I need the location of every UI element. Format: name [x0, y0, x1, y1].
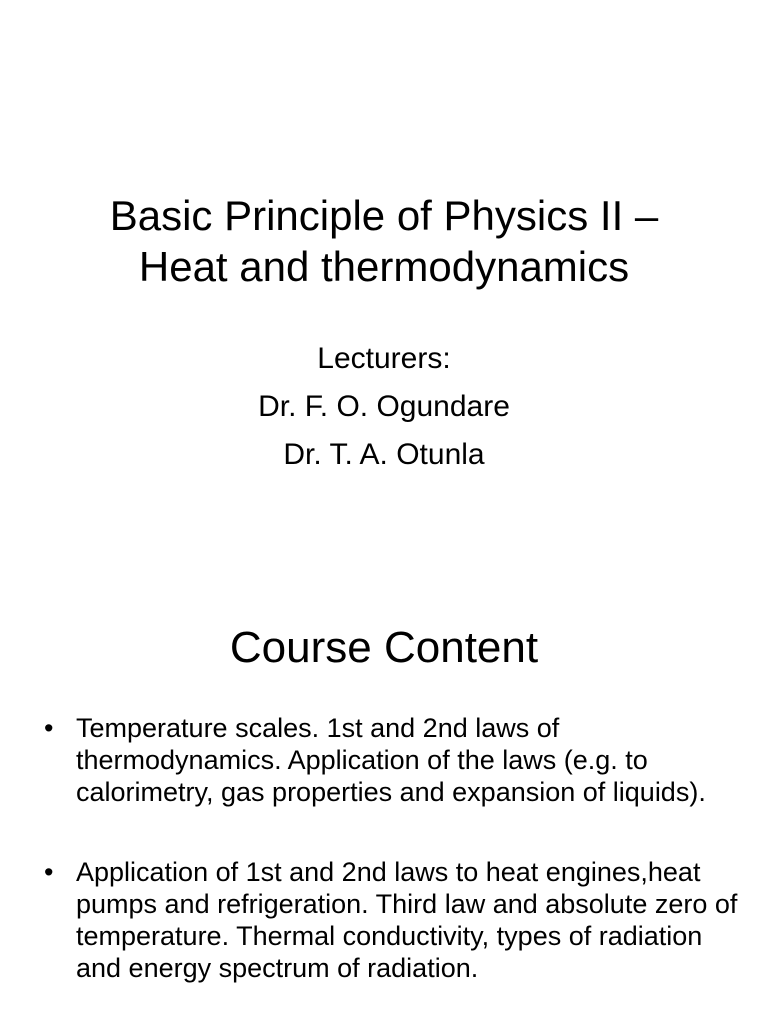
- list-item: [44, 856, 744, 984]
- lecturers-label: Lecturers:: [317, 342, 451, 375]
- course-content-list: [44, 712, 744, 1024]
- bullet-marker: •: [44, 713, 54, 743]
- lecturer-name: Dr. T. A. Otunla: [283, 438, 485, 471]
- list-item: [44, 712, 744, 808]
- course-content-slide: [0, 512, 768, 1024]
- slide-title: [0, 190, 768, 292]
- slide-title-line: Basic Principle of Physics II –: [109, 192, 659, 239]
- bullet-marker: •: [44, 857, 54, 887]
- course-content-title: Course Content: [229, 623, 539, 672]
- slide-title-line: Heat and thermodynamics: [138, 243, 630, 290]
- lecturer-name: Dr. F. O. Ogundare: [258, 390, 510, 423]
- lecturers-block: [0, 335, 768, 479]
- bullet-text: Temperature scales. 1st and 2nd laws of thermodynamics. Application of the laws (e.g. to calorimetry, gas properties and expansion of liquids).: [76, 713, 706, 807]
- bullet-text: Application of 1st and 2nd laws to heat engines,heat pumps and refrigeration. Third law and absolute zero of temperature. Thermal conductivity, types of radiation and energy spectrum of radiation.: [76, 857, 738, 983]
